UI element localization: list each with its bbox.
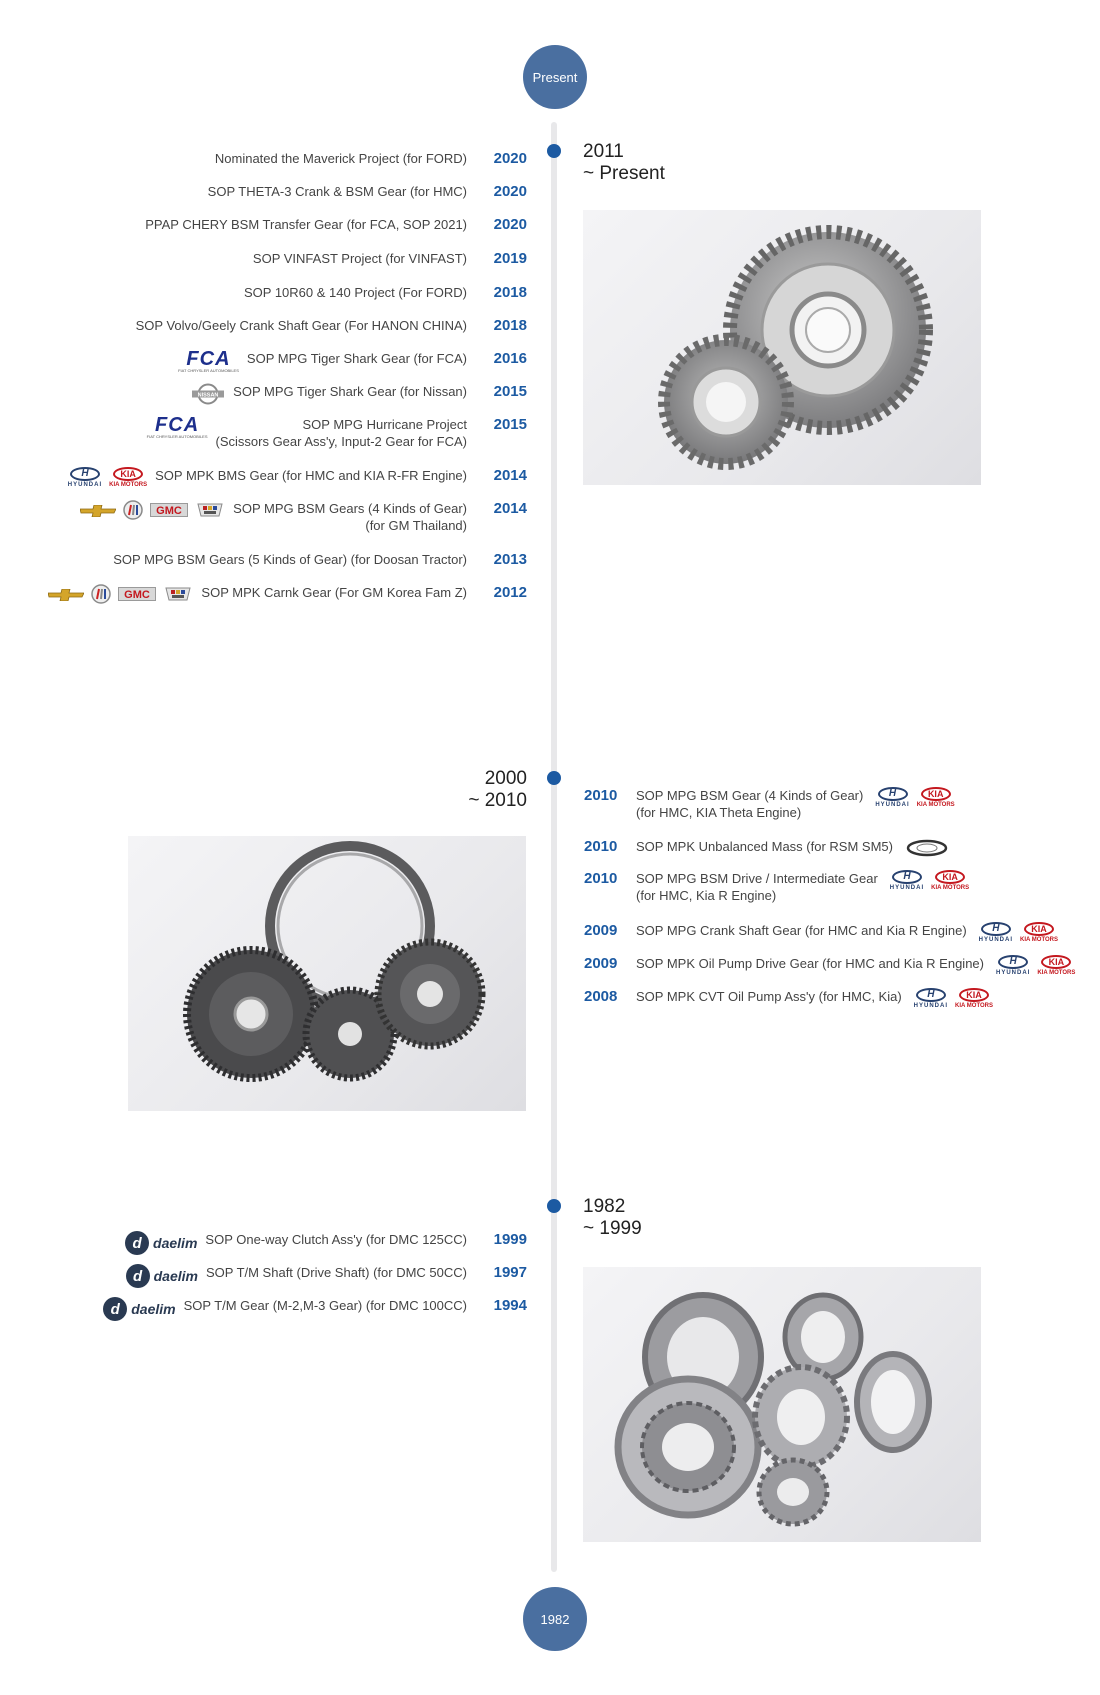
- entry-description: [136, 317, 467, 334]
- entry-description-line: SOP MPG Crank Shaft Gear (for HMC and Kia R Engine): [636, 923, 967, 938]
- entry-description: [145, 216, 467, 233]
- nissan-logo: [191, 383, 225, 405]
- entry-description-line: (for GM Thailand): [365, 518, 467, 533]
- entry-year: 2019: [493, 250, 527, 267]
- entry-description: [636, 922, 967, 939]
- timeline-entry: [253, 250, 527, 267]
- entry-year: 2016: [493, 350, 527, 367]
- entry-description-line: SOP MPK Carnk Gear (For GM Korea Fam Z): [201, 585, 467, 600]
- customer-logos: [68, 467, 147, 489]
- entry-description-line: SOP T/M Shaft (Drive Shaft) (for DMC 50CC): [205, 1265, 467, 1280]
- chevrolet-bowtie-icon: [80, 504, 116, 516]
- entry-description-line: (Scissors Gear Ass'y, Input-2 Gear for FCA): [215, 434, 467, 449]
- entry-description: [205, 1231, 467, 1248]
- start-year-label: 1982: [540, 1611, 570, 1627]
- customer-logos: [996, 955, 1075, 977]
- entry-description-line: SOP THETA-3 Crank & BSM Gear (for HMC): [207, 184, 467, 199]
- timing-gears-photo: [128, 836, 526, 1111]
- customer-logos: [80, 500, 225, 520]
- entry-year: 2018: [493, 284, 527, 301]
- fca-logo: FCA FIAT CHRYSLER AUTOMOBILES: [146, 414, 208, 439]
- entry-description-line: SOP 10R60 & 140 Project (For FORD): [243, 285, 467, 300]
- hyundai-logo: H HYUNDAI: [875, 788, 910, 808]
- timeline-entry: [136, 317, 527, 334]
- timeline-entry: [215, 150, 527, 167]
- entry-description-line: (for HMC, Kia R Engine): [636, 888, 777, 903]
- kia-logo: KIA KIA MOTORS: [1020, 923, 1059, 943]
- entry-description-line: SOP MPG Tiger Shark Gear (for FCA): [246, 351, 467, 366]
- timing-gears-illustration: [128, 836, 526, 1111]
- entry-year: 2010: [584, 787, 618, 804]
- entry-description: [155, 467, 467, 484]
- hyundai-logo: H HYUNDAI: [996, 956, 1031, 976]
- svg-text:NISSAN: NISSAN: [197, 392, 219, 399]
- timeline-entry: [80, 500, 527, 534]
- gmc-logo: [150, 503, 188, 517]
- entry-description: [233, 500, 467, 534]
- clutch-parts-photo: [583, 1267, 981, 1542]
- customer-logos: [125, 1231, 197, 1255]
- entry-description: [636, 787, 863, 821]
- entry-year: 2020: [493, 216, 527, 233]
- era-3-dot: [547, 1199, 561, 1213]
- timeline-entry: [126, 1264, 527, 1288]
- timeline-entry: [147, 416, 527, 450]
- hyundai-logo: H HYUNDAI: [889, 871, 925, 891]
- timeline-entry: [584, 988, 993, 1010]
- gear-set-photo: [583, 210, 981, 485]
- entry-year: 1999: [493, 1231, 527, 1248]
- customer-logos: [914, 988, 993, 1010]
- customer-logos: [126, 1264, 198, 1288]
- timeline-entry: [125, 1231, 527, 1255]
- buick-emblem-icon: [123, 500, 143, 520]
- entry-description-line: SOP MPG BSM Gears (4 Kinds of Gear): [233, 501, 467, 516]
- entry-description: [244, 284, 467, 301]
- entry-description-line: SOP One-way Clutch Ass'y (for DMC 125CC): [205, 1232, 467, 1247]
- era-1-dot: [547, 144, 561, 158]
- kia-logo: KIA KIA MOTORS: [109, 468, 148, 488]
- timeline-entry: [584, 955, 1075, 977]
- entry-description-line: SOP Volvo/Geely Crank Shaft Gear (For HANON CHINA): [135, 318, 467, 333]
- entry-year: 2020: [493, 183, 527, 200]
- customer-logos: [48, 584, 193, 604]
- entry-description: [253, 250, 467, 267]
- kia-logo: KIA KIA MOTORS: [916, 788, 955, 808]
- timeline-entry: [208, 183, 527, 200]
- timeline-entry: [584, 870, 969, 904]
- daelim-logo: d daelim: [126, 1264, 198, 1288]
- timeline-entry: [584, 787, 955, 821]
- entry-year: 2010: [584, 838, 618, 855]
- timeline-entry: [584, 922, 1058, 944]
- entry-year: 2014: [493, 500, 527, 517]
- entry-description: [247, 350, 467, 367]
- entry-year: 2013: [493, 551, 527, 568]
- entry-year: 2015: [493, 383, 527, 400]
- entry-year: 2010: [584, 870, 618, 887]
- customer-logos: [890, 870, 969, 892]
- era-2-title: 2000 ~ 2010: [468, 768, 527, 811]
- entry-year: 2009: [584, 955, 618, 972]
- entry-description-line: SOP MPG BSM Gears (5 Kinds of Gear) (for Doosan Tractor): [113, 552, 467, 567]
- entry-description-line: SOP MPG Hurricane Project: [302, 417, 467, 432]
- entry-description-line: SOP VINFAST Project (for VINFAST): [252, 251, 467, 266]
- entry-year: 2015: [493, 416, 527, 433]
- timeline-entry: [584, 838, 949, 858]
- entry-description: [215, 150, 467, 167]
- hyundai-logo: H HYUNDAI: [67, 468, 103, 488]
- timeline-entry: [244, 284, 527, 301]
- buick-emblem-icon: [91, 584, 111, 604]
- era-1-title: 2011 ~ Present: [583, 141, 665, 184]
- entry-description-line: SOP MPG Tiger Shark Gear (for Nissan): [233, 384, 467, 399]
- hyundai-logo: H HYUNDAI: [913, 989, 949, 1009]
- customer-logos: [979, 922, 1058, 944]
- entry-description: [233, 383, 467, 400]
- entry-description-line: SOP MPK BMS Gear (for HMC and KIA R-FR Engine): [155, 468, 467, 483]
- timeline-entry: [145, 216, 527, 233]
- kia-logo: KIA KIA MOTORS: [1037, 956, 1076, 976]
- entry-description: [636, 988, 902, 1005]
- entry-year: 2009: [584, 922, 618, 939]
- timeline-entry: [68, 467, 527, 489]
- entry-description-line: (for HMC, KIA Theta Engine): [636, 805, 802, 820]
- entry-year: 2020: [493, 150, 527, 167]
- cadillac-crest-icon: [163, 586, 193, 602]
- entry-year: 2008: [584, 988, 618, 1005]
- entry-description-line: SOP MPK Unbalanced Mass (for RSM SM5): [636, 839, 893, 854]
- entry-year: 2012: [493, 584, 527, 601]
- entry-year: 1997: [493, 1264, 527, 1281]
- entry-description: [201, 584, 467, 601]
- timeline-entry: [48, 584, 527, 604]
- helical-gears-illustration: [583, 210, 981, 485]
- entry-description: [113, 551, 467, 568]
- timeline-entry: [178, 350, 527, 373]
- hyundai-logo: H HYUNDAI: [978, 923, 1014, 943]
- entry-description: [636, 870, 878, 904]
- customer-logos: [103, 1297, 175, 1321]
- start-year-marker: [523, 1587, 587, 1651]
- entry-year: 2014: [493, 467, 527, 484]
- customer-logos: [178, 350, 239, 373]
- entry-description-line: SOP MPK CVT Oil Pump Ass'y (for HMC, Kia): [636, 989, 902, 1004]
- timeline-entry: [103, 1297, 527, 1321]
- present-marker: [523, 45, 587, 109]
- customer-logos: [147, 416, 208, 439]
- entry-description-line: SOP MPG BSM Drive / Intermediate Gear: [636, 871, 878, 886]
- customer-logos: [191, 383, 225, 405]
- customer-logos: [875, 787, 954, 809]
- cadillac-crest-icon: [195, 502, 225, 518]
- gmc-logo: [118, 587, 156, 601]
- timeline-entry: [113, 551, 527, 568]
- entry-description: [636, 955, 984, 972]
- entry-description-line: SOP MPG BSM Gear (4 Kinds of Gear): [636, 788, 864, 803]
- kia-logo: KIA KIA MOTORS: [955, 989, 994, 1009]
- timeline-axis: [551, 122, 557, 1572]
- entry-description-line: PPAP CHERY BSM Transfer Gear (for FCA, SOP 2021): [145, 217, 467, 232]
- chevrolet-bowtie-icon: [48, 588, 84, 600]
- renault-samsung-emblem-icon: [905, 838, 949, 858]
- entry-description: [206, 1264, 467, 1281]
- entry-year: 1994: [493, 1297, 527, 1314]
- entry-description-line: SOP MPK Oil Pump Drive Gear (for HMC and Kia R Engine): [636, 956, 984, 971]
- era-3-title: 1982 ~ 1999: [583, 1196, 642, 1239]
- daelim-logo: d daelim: [103, 1297, 175, 1321]
- entry-description: [184, 1297, 467, 1314]
- daelim-logo: d daelim: [125, 1231, 197, 1255]
- entry-description: [208, 183, 467, 200]
- svg-text:GMC: GMC: [124, 589, 151, 601]
- entry-description: [636, 838, 893, 855]
- era-2-dot: [547, 771, 561, 785]
- customer-logos: [905, 838, 949, 858]
- svg-text:GMC: GMC: [156, 505, 182, 517]
- entry-year: 2018: [493, 317, 527, 334]
- entry-description-line: Nominated the Maverick Project (for FORD): [214, 151, 467, 166]
- one-way-clutch-illustration: [583, 1267, 981, 1542]
- kia-logo: KIA KIA MOTORS: [931, 871, 970, 891]
- entry-description: [216, 416, 467, 450]
- entry-description-line: SOP T/M Gear (M-2,M-3 Gear) (for DMC 100CC): [183, 1298, 467, 1313]
- fca-logo: FCA FIAT CHRYSLER AUTOMOBILES: [178, 348, 239, 373]
- present-label: Present: [532, 69, 578, 85]
- timeline-entry: [191, 383, 527, 405]
